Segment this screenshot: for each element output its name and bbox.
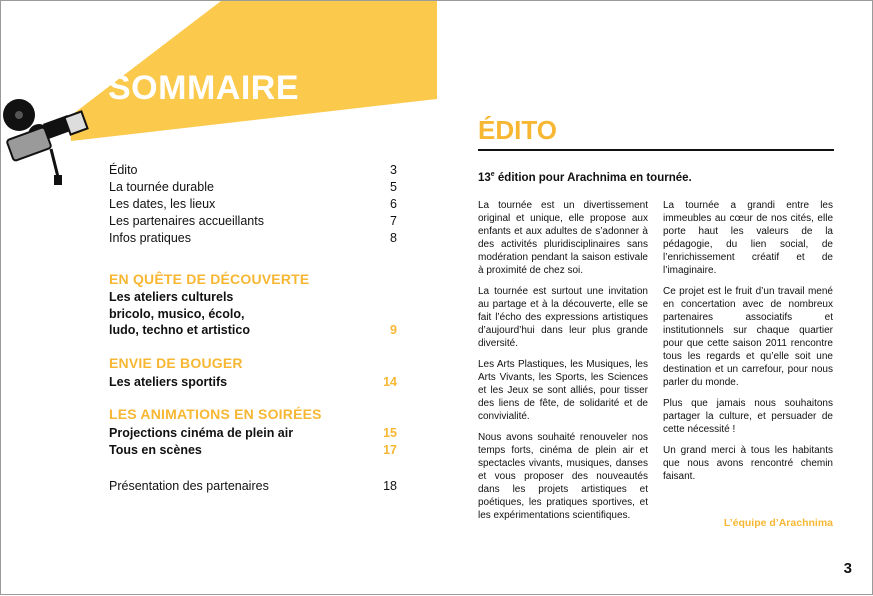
- section-item-line: Les ateliers culturels: [109, 290, 234, 304]
- edito-column-right: [663, 199, 833, 491]
- edito-title: ÉDITO: [478, 115, 557, 145]
- edito-paragraph: La tournée a grandi entre les immeubles au cœur de nos cités, elle porte haut les valeurs de la pédagogie, du lien social, de l’enrichissement créatif et de l’imaginaire.: [663, 200, 833, 276]
- subtitle-superscript: e: [490, 171, 495, 178]
- section-item-line: ludo, techno et artistico: [109, 323, 250, 337]
- title-divider: [478, 149, 834, 151]
- toc-entry-label: Édito: [109, 163, 138, 177]
- edito-paragraph: Les Arts Plastiques, les Musiques, les Arts Vivants, les Sports, les Sciences et les Jeux se sont alliés, pour tisser des liens de fête, de solidarité et de convivialité.: [478, 359, 648, 422]
- section-item[interactable]: [109, 442, 397, 459]
- edito-paragraph: Ce projet est le fruit d’un travail mené en concertation avec de nombreux partenaires associatifs et institutionnels sur chaque quartier pour que cette saison 2011 rencontre tous les regards et qu’elle soit une destination et un carrefour, pour nous parler du monde.: [663, 286, 833, 388]
- subtitle-number: 13: [478, 171, 491, 184]
- edito-paragraph: Un grand merci à tous les habitants que nous avons rencontré chemin faisant.: [663, 445, 833, 482]
- section-item-page: 17: [383, 443, 397, 457]
- edito-paragraph: Nous avons souhaité renouveler nos temps forts, cinéma de plein air et spectacles vivants, musiques, danses et vous proposer des nouveautés dans les projets artistiques et poétiques, les pratiques sportives, et les expérimentations scientifiques.: [478, 432, 648, 521]
- toc-entry-page: 7: [390, 214, 397, 228]
- toc-entry-label: La tournée durable: [109, 180, 214, 194]
- edito-paragraph: La tournée est un divertissement original et unique, elle propose aux enfants et aux adultes de s’adonner à des activités pluridisciplinaires sans modération pendant la saison estivale à proximité de chez soi.: [478, 200, 648, 276]
- section-item-line: bricolo, musico, écolo,: [109, 306, 245, 321]
- toc-entry-label: Infos pratiques: [109, 231, 191, 245]
- section-heading: ENVIE DE BOUGER: [109, 355, 243, 371]
- section-item-page: 14: [383, 375, 397, 389]
- film-projector-icon: [1, 89, 101, 189]
- section-item-line: Projections cinéma de plein air: [109, 426, 294, 440]
- edito-paragraph: La tournée est surtout une invitation au partage et à la découverte, elle se fait l’écho des expressions artistiques d’aujourd’hui dans leur plus grande diversité.: [478, 286, 648, 349]
- section-item[interactable]: [109, 374, 397, 391]
- sommaire-title: SOMMAIRE: [108, 69, 299, 107]
- toc-entry-label: Présentation des partenaires: [109, 479, 269, 493]
- section-item[interactable]: [109, 425, 397, 442]
- section-item-page: 9: [390, 323, 397, 337]
- toc-entry-label: Les partenaires accueillants: [109, 214, 264, 228]
- section-heading: LES ANIMATIONS EN SOIRÉES: [109, 406, 322, 422]
- edito-paragraph: Plus que jamais nous souhaitons partager la culture, et persuader de cette nécessité !: [663, 398, 833, 435]
- section-item-page: 15: [383, 426, 397, 440]
- section-item-line: Tous en scènes: [109, 443, 202, 457]
- edito-subtitle: [478, 171, 692, 184]
- toc-entry-page: 5: [390, 180, 397, 194]
- section-heading: EN QUÊTE DE DÉCOUVERTE: [109, 271, 310, 287]
- edito-column-left: [478, 199, 648, 530]
- section-item[interactable]: [109, 289, 397, 339]
- edito-signature: L’équipe d’Arachnima: [723, 517, 833, 529]
- subtitle-text: édition pour Arachnima en tournée.: [494, 171, 692, 184]
- toc-entry-page: 18: [383, 479, 397, 493]
- page-number: 3: [843, 560, 852, 577]
- toc-entry-page: 6: [390, 197, 397, 211]
- toc-entry-page: 8: [390, 231, 397, 245]
- toc-entry-page: 3: [390, 163, 397, 177]
- section-item-line: Les ateliers sportifs: [109, 375, 228, 389]
- toc-entry-label: Les dates, les lieux: [109, 197, 216, 211]
